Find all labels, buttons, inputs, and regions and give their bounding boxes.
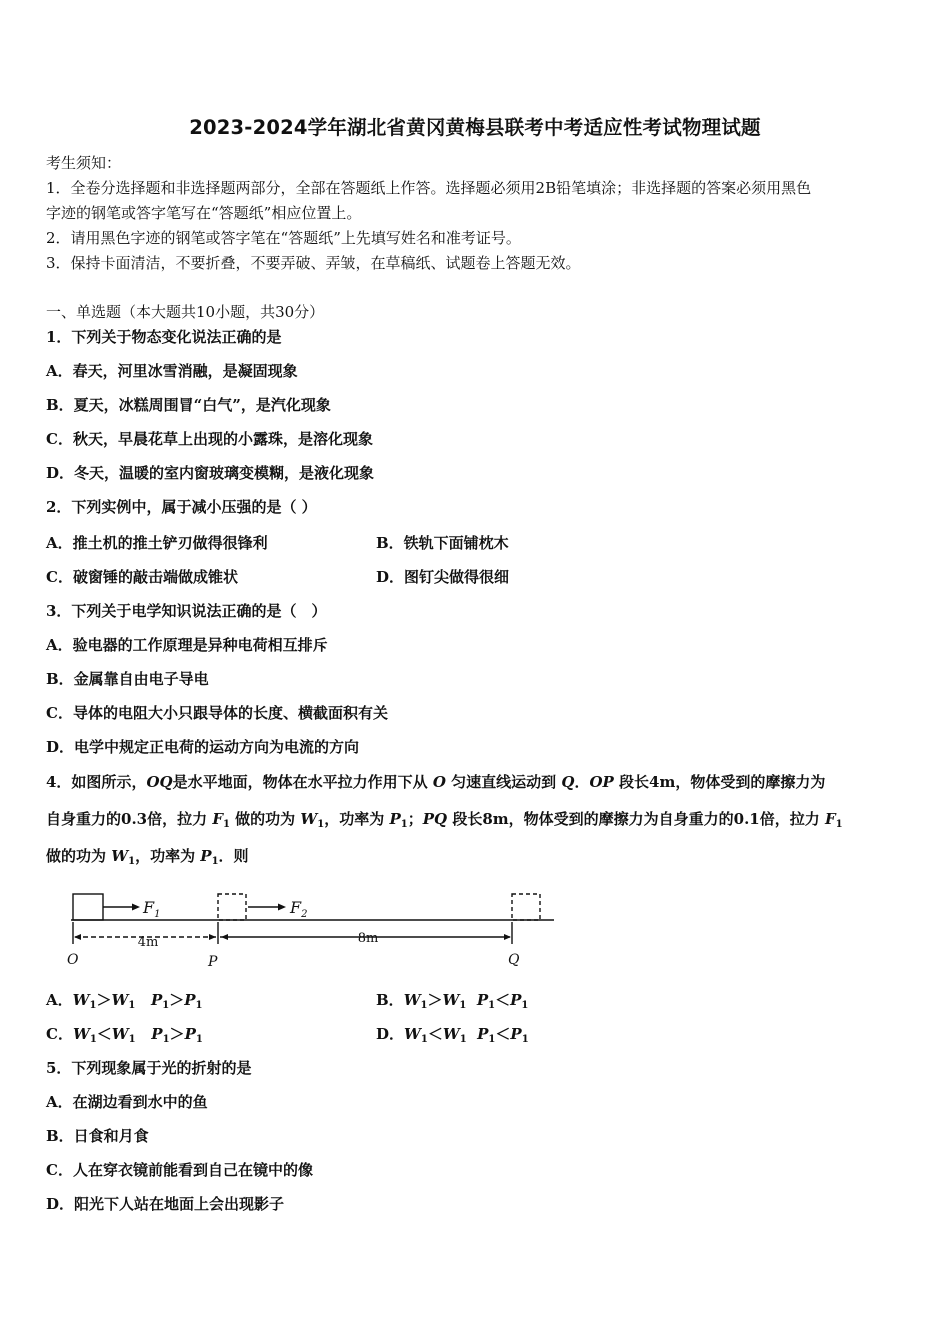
question-4-stem-line-1: 4．如图所示，OQ是水平地面，物体在水平拉力作用下从 O 匀速直线运动到 Q．OP 段长4m，物体受到的摩擦力为 [46, 773, 826, 791]
question-4-option-b: B．$W_1>W_1$ $P_1<P_1$ [376, 991, 529, 1011]
section-heading: 一、单选题（本大题共10小题，共30分） [46, 303, 325, 321]
force-label-f2: $F_2$ [290, 898, 308, 920]
question-4-option-d: D．$W_1<W_1$ $P_1<P_1$ [376, 1025, 529, 1045]
question-2-stem: 2．下列实例中，属于减小压强的是（ ） [46, 498, 317, 516]
question-4-option-a: A．$W_1>W_1$ $P_1>P_1$ [46, 991, 203, 1011]
question-3-option-a: A．验电器的工作原理是异种电荷相互排斥 [46, 636, 328, 654]
page-title: 2023-2024学年湖北省黄冈黄梅县联考中考适应性考试物理试题 [189, 116, 761, 139]
question-5-option-c: C．人在穿衣镜前能看到自己在镜中的像 [46, 1161, 313, 1179]
point-label-q: Q [508, 952, 520, 968]
motion-diagram [56, 884, 566, 974]
notice-item: 3．保持卡面清洁，不要折叠，不要弄破、弄皱，在草稿纸、试题卷上答题无效。 [46, 254, 581, 272]
question-5-option-b: B．日食和月食 [46, 1127, 149, 1145]
question-5-stem: 5．下列现象属于光的折射的是 [46, 1059, 252, 1077]
point-label-o: O [67, 952, 79, 968]
question-1-option-b: B．夏天，冰糕周围冒“白气”，是汽化现象 [46, 396, 331, 414]
question-1-option-c: C．秋天，早晨花草上出现的小露珠，是溶化现象 [46, 430, 373, 448]
question-1-option-d: D．冬天，温暖的室内窗玻璃变模糊，是液化现象 [46, 464, 375, 482]
notice-heading: 考生须知： [46, 154, 122, 172]
point-label-p: P [208, 954, 218, 970]
object-block-solid [73, 894, 103, 920]
question-1-option-a: A．春天，河里冰雪消融，是凝固现象 [46, 362, 298, 380]
question-2-option-d: D．图钉尖做得很细 [376, 568, 510, 586]
question-3-option-b: B．金属靠自由电子导电 [46, 670, 209, 688]
question-2-option-b: B．铁轨下面铺枕木 [376, 534, 509, 552]
question-4-stem-line-3: 做的功为 $W_1$，功率为 $P_1$．则 [46, 847, 249, 867]
question-5-option-d: D．阳光下人站在地面上会出现影子 [46, 1195, 285, 1213]
question-3-stem: 3．下列关于电学知识说法正确的是（ ） [46, 602, 327, 620]
question-3-option-d: D．电学中规定正电荷的运动方向为电流的方向 [46, 738, 360, 756]
object-block-dashed-p [218, 894, 246, 920]
question-2-option-a: A．推土机的推土铲刃做得很锋利 [46, 534, 268, 552]
notice-item: 字迹的钢笔或答字笔写在“答题纸”相应位置上。 [46, 204, 362, 222]
question-5-option-a: A．在湖边看到水中的鱼 [46, 1093, 208, 1111]
question-4-option-c: C．$W_1<W_1$ $P_1>P_1$ [46, 1025, 203, 1045]
object-block-dashed-q [512, 894, 540, 920]
question-1-stem: 1．下列关于物态变化说法正确的是 [46, 328, 282, 346]
question-2-option-c: C．破窗锤的敲击端做成锥状 [46, 568, 238, 586]
distance-label-op: 4m [137, 935, 159, 950]
question-3-option-c: C．导体的电阻大小只跟导体的长度、横截面积有关 [46, 704, 388, 722]
question-4-stem-line-2: 自身重力的0.3倍，拉力 $F_1$ 做的功为 $W_1$，功率为 $P_1$；PQ 段长8m，物体受到的摩擦力为自身重力的0.1倍，拉力 $F_1$ [46, 810, 843, 830]
distance-label-pq: 8m [357, 931, 379, 946]
force-label-f1: $F_1$ [143, 898, 161, 920]
notice-item: 1．全卷分选择题和非选择题两部分，全部在答题纸上作答。选择题必须用2B铅笔填涂；非选择题的答案必须用黑色 [46, 179, 812, 197]
notice-item: 2．请用黑色字迹的钢笔或答字笔在“答题纸”上先填写姓名和准考证号。 [46, 229, 521, 247]
